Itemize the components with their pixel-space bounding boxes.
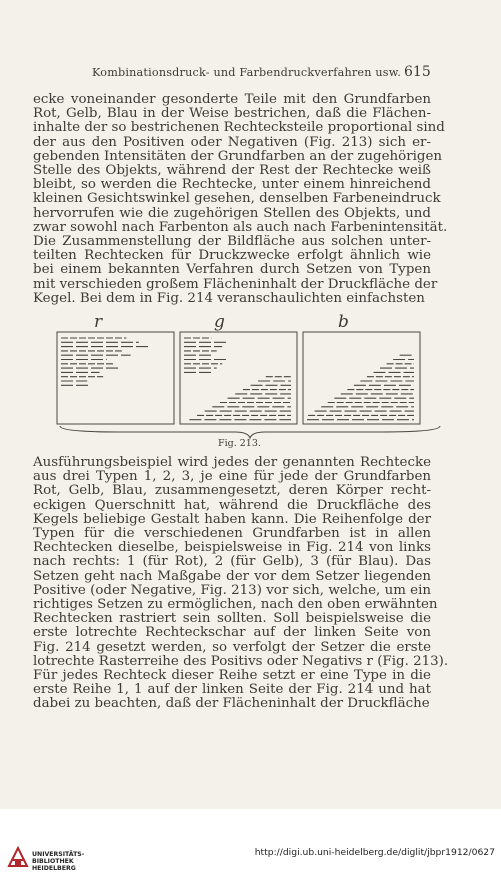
- text-line: Rechtecken dieselbe, beispielsweise in Fig. 214 von links: [33, 540, 431, 556]
- text-line: aus drei Typen 1, 2, 3, je eine für jede der Grundfarben: [33, 469, 431, 485]
- university-library-logo-icon: [6, 845, 30, 869]
- text-line: dabei zu beachten, daß der Flächeninhalt der Druckfläche: [33, 696, 430, 712]
- text-line: teilten Rechtecken für Druckzwecke erfolgt ähnlich wie: [33, 248, 431, 264]
- figure-label-b: b: [338, 312, 349, 332]
- text-line: hervorrufen wie die zugehörigen Stellen des Objekts, und: [33, 205, 431, 221]
- text-line: Positive (oder Negative, Fig. 213) vor sich, welche, um ein: [33, 582, 431, 598]
- text-line: erste lotrechte Rechteckschar auf der linken Seite von: [33, 625, 431, 641]
- text-line: ecke voneinander gesonderte Teile mit den Grundfarben: [33, 92, 431, 107]
- text-line: Rot, Gelb, Blau in der Weise bestrichen, daß die Flächen-: [33, 106, 431, 122]
- figure-caption: Fig. 213.: [218, 438, 261, 449]
- text-line: mit verschieden großem Flächeninhalt der Druckfläche der: [33, 276, 438, 292]
- text-line: Setzen geht nach Maßgabe der vor dem Setzer liegenden: [33, 568, 431, 584]
- bottom-paragraph: [33, 455, 449, 712]
- figure-label-g: g: [214, 312, 225, 332]
- figure-label-r: r: [94, 312, 103, 332]
- text-line: der aus den Positiven oder Negativen (Fig. 213) sich er-: [33, 134, 431, 150]
- text-line: Kegel. Bei dem in Fig. 214 veranschaulichten einfachsten: [33, 290, 425, 306]
- text-line: Für jedes Rechteck dieser Reihe setzt er eine Type in die: [33, 668, 431, 684]
- text-line: eckigen Querschnitt hat, während die Druckfläche des: [33, 497, 431, 513]
- figure-box: [180, 332, 297, 424]
- text-line: gebenden Intensitäten der Grundfarben an der zugehörigen: [33, 148, 443, 164]
- text-line: bleibt, so werden die Rechtecke, unter einem hinreichend: [33, 177, 431, 193]
- figure-box: [57, 332, 174, 424]
- page-number: 615: [404, 64, 431, 80]
- text-line: Ausführungsbeispiel wird jedes der genannten Rechtecke: [33, 455, 431, 470]
- figure-brace: [60, 426, 440, 438]
- text-line: Typen für die verschiedenen Grundfarben ist in allen: [33, 526, 431, 542]
- text-line: Fig. 214 gesetzt werden, so verfolgt der Setzer die erste: [33, 639, 431, 655]
- text-line: nach rechts: 1 (für Rot), 2 (für Gelb), 3 (für Blau). Das: [33, 554, 431, 570]
- text-line: erste Reihe 1, 1 auf der linken Seite der Fig. 214 und hat: [33, 682, 431, 698]
- text-line: Rot, Gelb, Blau, zusammengesetzt, deren Körper recht-: [33, 483, 431, 499]
- text-line: bei einem bekannten Verfahren durch Setzen von Typen: [33, 262, 431, 278]
- text-line: Die Zusammenstellung der Bildfläche aus solchen unter-: [33, 234, 431, 250]
- text-line: zwar sowohl nach Farbenton als auch nach Farbenintensität.: [33, 219, 448, 235]
- text-line: inhalte der so bestrichenen Rechtecksteile proportional sind: [33, 120, 445, 136]
- text-line: richtiges Setzen zu ermöglichen, nach den oben erwähnten: [33, 597, 438, 613]
- text-line: Kegels beliebige Gestalt haben kann. Die Reihenfolge der: [33, 511, 431, 527]
- text-line: kleinen Gesichtswinkel gesehen, denselben Farbeneindruck: [33, 191, 441, 207]
- running-title: Kombinationsdruck- und Farbendruckverfahren usw.: [92, 66, 401, 79]
- permalink-url[interactable]: http://digi.ub.uni-heidelberg.de/diglit/jbpr1912/0627: [254, 847, 495, 858]
- library-name: UNIVERSITÄTS- BIBLIOTHEK HEIDELBERG: [32, 851, 85, 872]
- figure-box: [303, 332, 420, 424]
- text-line: lotrechte Rasterreihe des Positivs oder Negativs r (Fig. 213).: [33, 653, 449, 669]
- text-line: Stelle des Objekts, während der Rest der Rechtecke weiß: [33, 163, 431, 179]
- text-line: Rechtecken rastriert sein sollten. Soll beispielsweise die: [33, 611, 431, 627]
